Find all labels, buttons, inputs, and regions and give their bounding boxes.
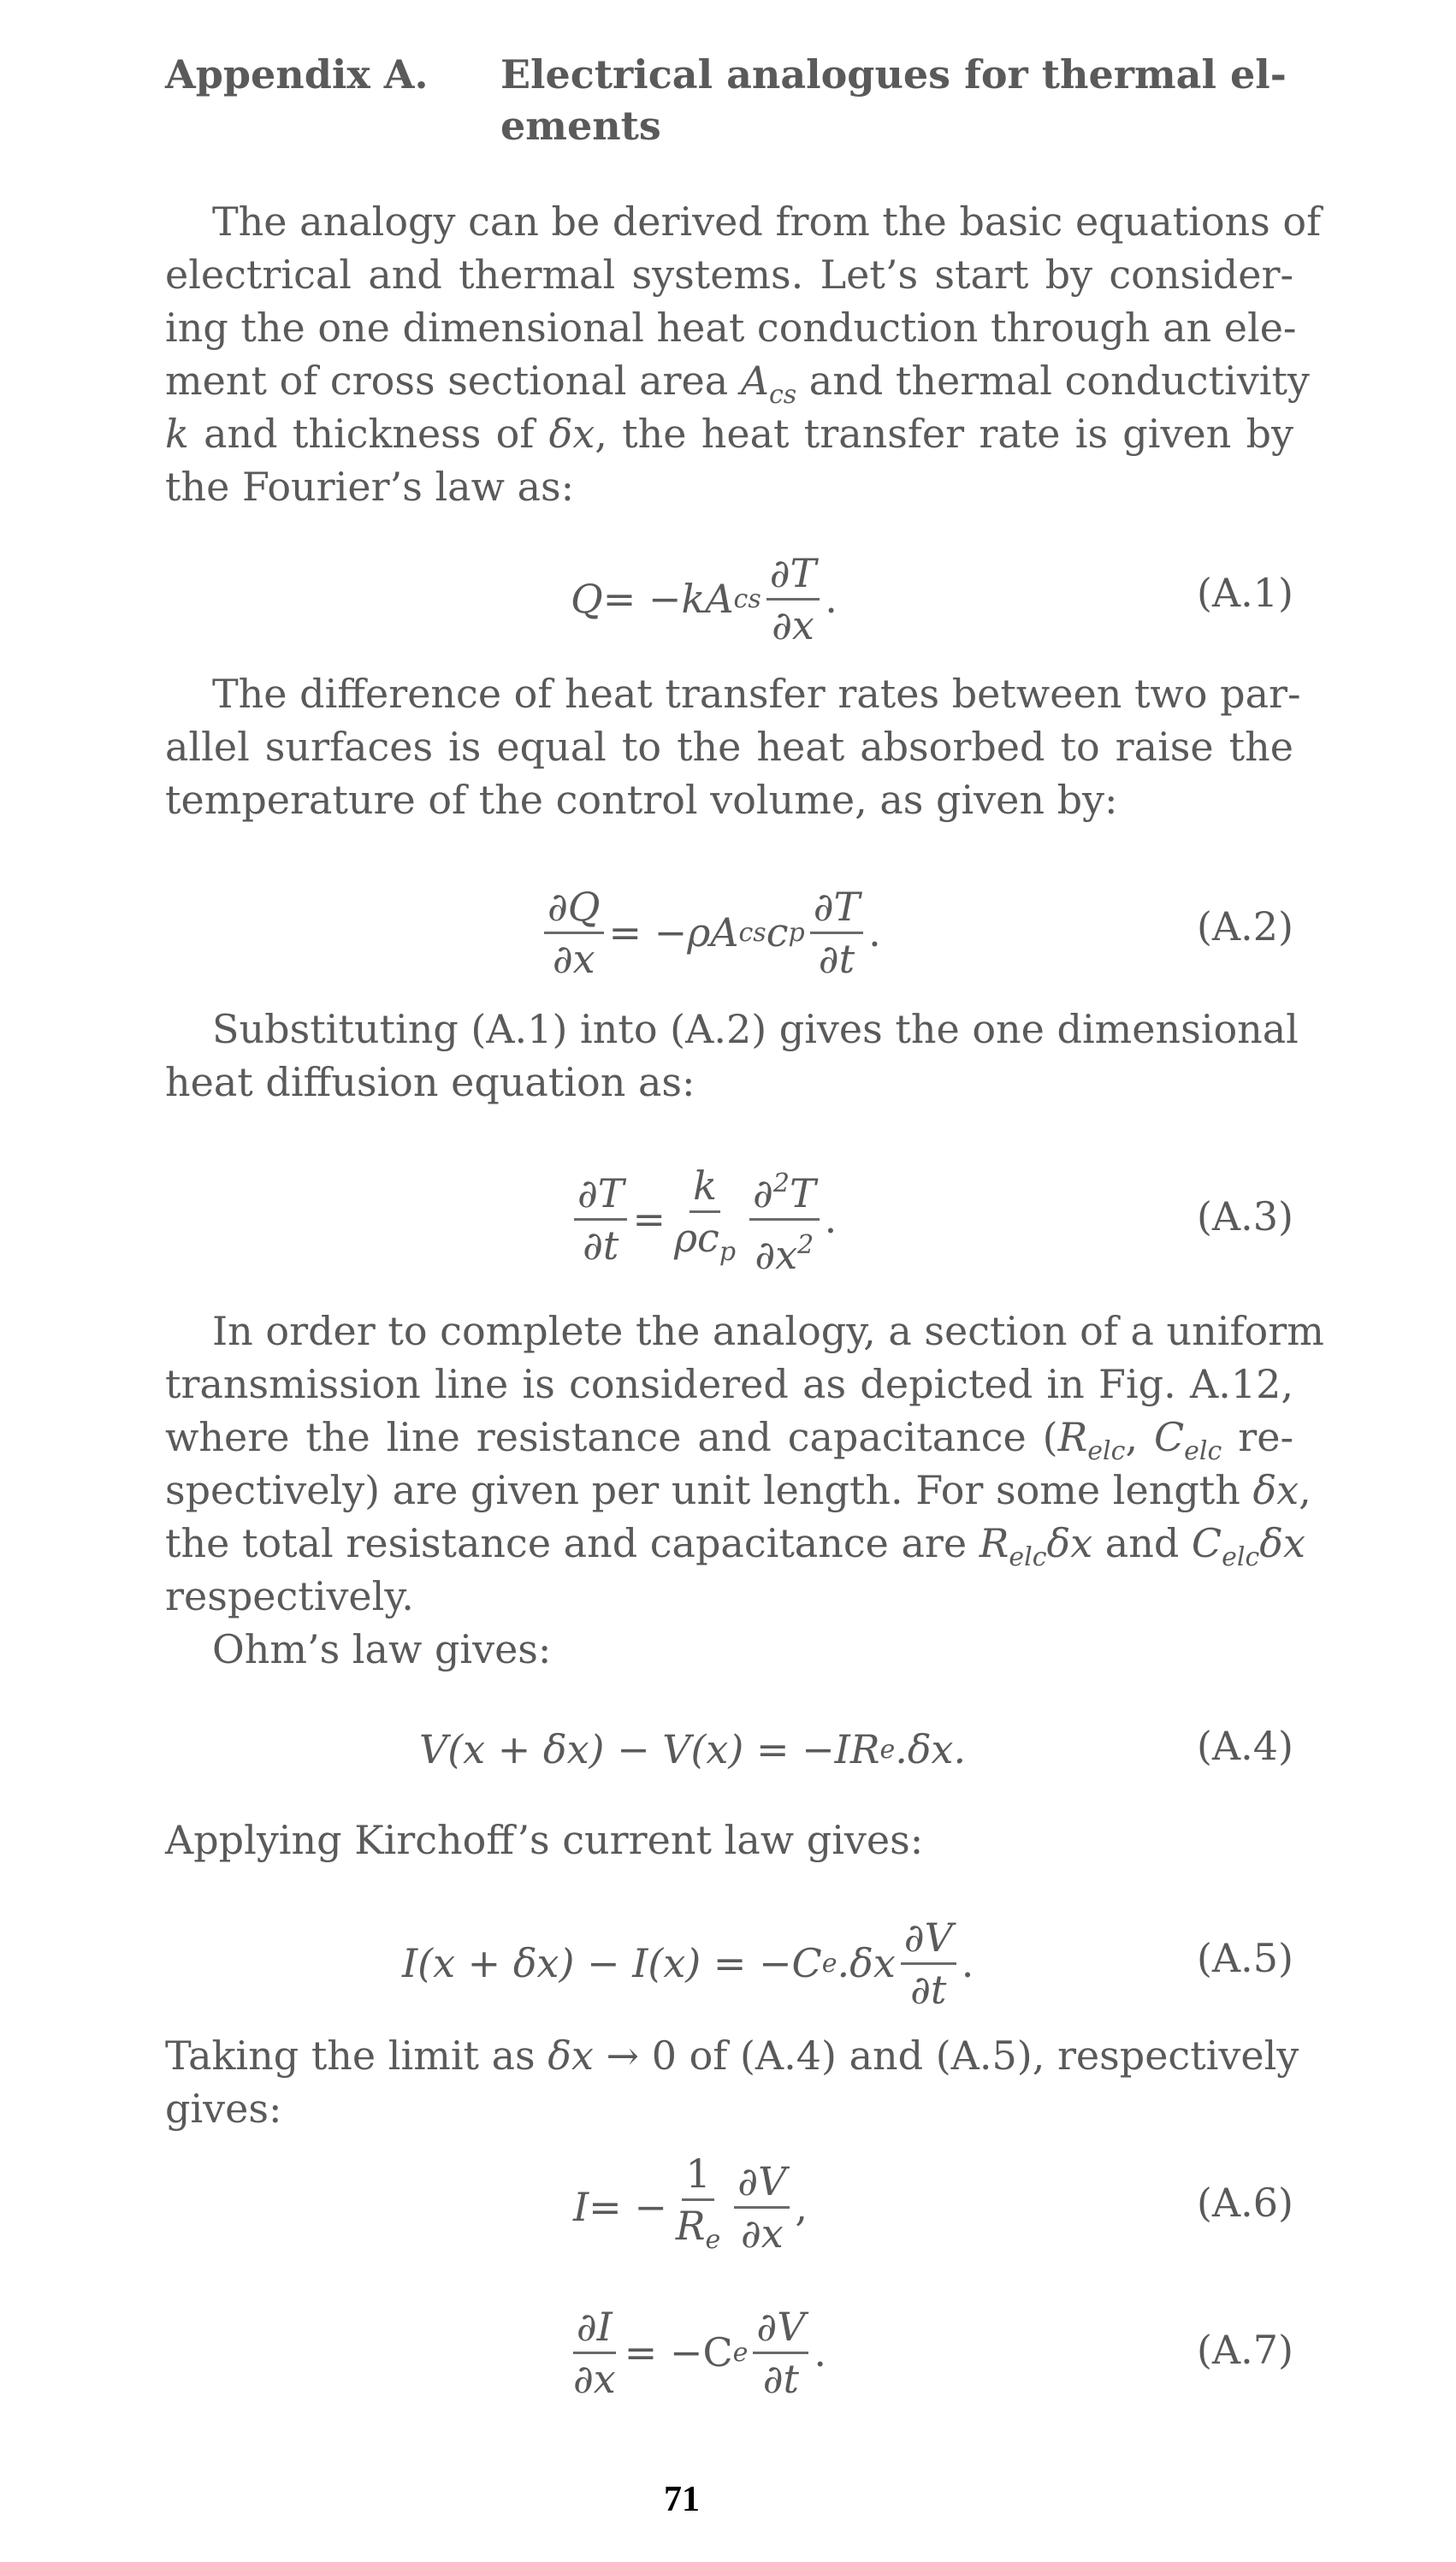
equation-number: (A.5) xyxy=(1196,1935,1293,1981)
numerator: ∂T xyxy=(574,1170,627,1221)
fraction xyxy=(671,1163,739,1275)
paragraph-line: The analogy can be derived from the basic equations of xyxy=(212,198,1322,245)
paragraph-line: allel surfaces is equal to the heat absorbed to raise the xyxy=(165,724,1293,770)
paragraph-line: Substituting (A.1) into (A.2) gives the one dimensional xyxy=(212,1006,1299,1052)
fraction xyxy=(766,550,820,648)
math-subscript: elc xyxy=(1087,1436,1126,1466)
fraction xyxy=(544,884,604,982)
equation-number: (A.6) xyxy=(1196,2180,1293,2226)
eq-expression: .δx xyxy=(837,1940,896,1986)
eq-superscript: 2 xyxy=(797,1229,814,1260)
numerator: ∂V xyxy=(734,2158,790,2209)
numerator: ∂V xyxy=(901,1914,956,1965)
text: re- xyxy=(1222,1414,1293,1460)
paragraph-line: respectively. xyxy=(165,1573,414,1619)
eq-subscript: e xyxy=(732,2337,749,2368)
eq-symbol: ρ xyxy=(687,909,711,956)
equation-a7 xyxy=(565,2301,826,2404)
eq-expression: V(x + δx) − V(x) = −IR xyxy=(419,1726,880,1772)
paragraph-line: ing the one dimensional heat conduction through an ele- xyxy=(165,305,1297,351)
numerator: ∂T xyxy=(766,550,820,601)
fraction xyxy=(672,2151,724,2263)
eq-lhs: I xyxy=(573,2184,589,2230)
math-symbol: δx xyxy=(1046,1520,1093,1566)
math-symbol: R xyxy=(979,1520,1009,1566)
paragraph-line: Ohm’s law gives: xyxy=(212,1626,552,1672)
text: and thermal conductivity xyxy=(796,358,1310,404)
math-symbol: δx xyxy=(547,2032,594,2079)
math-subscript: elc xyxy=(1009,1542,1047,1572)
section-title-line2: ements xyxy=(500,103,661,149)
denominator: ∂t xyxy=(910,1966,947,2013)
denominator: ∂t xyxy=(818,935,855,982)
eq-superscript: 2 xyxy=(772,1168,790,1198)
math-symbol: R xyxy=(1057,1414,1088,1460)
text: the total resistance and capacitance are xyxy=(165,1520,980,1566)
numerator: ∂Q xyxy=(544,884,604,934)
paragraph-line: Applying Kirchoff’s current law gives: xyxy=(165,1817,924,1863)
math-symbol: C xyxy=(1191,1520,1222,1566)
math-symbol: δx xyxy=(1259,1520,1305,1566)
equation-a4 xyxy=(419,1711,966,1788)
math-subscript: elc xyxy=(1222,1542,1260,1572)
paragraph-line: the Fourier’s law as: xyxy=(165,464,575,510)
eq-operator: = xyxy=(632,1196,666,1242)
paragraph-line: transmission line is considered as depicted in Fig. A.12, xyxy=(165,1361,1293,1407)
text: → 0 of (A.4) and (A.5), respectively xyxy=(593,2032,1299,2079)
fraction xyxy=(753,2304,808,2402)
equation-a2 xyxy=(539,881,881,984)
eq-operator: = − xyxy=(602,576,682,622)
equation-number: (A.4) xyxy=(1196,1723,1293,1769)
equation-a1 xyxy=(571,547,837,650)
eq-subscript: cs xyxy=(733,583,761,614)
paragraph-line: gives: xyxy=(165,2086,282,2132)
text: and xyxy=(1092,1520,1192,1566)
eq-operator: = −C xyxy=(624,2329,733,2376)
text: ment of cross sectional area xyxy=(165,358,741,404)
eq-punct: . xyxy=(814,2329,827,2376)
eq-operator: = − xyxy=(589,2184,667,2230)
denominator xyxy=(671,1213,739,1275)
denominator: ∂x xyxy=(573,2355,616,2402)
denominator: ∂x xyxy=(772,601,814,648)
denominator: ∂x xyxy=(552,935,595,982)
eq-punct: . xyxy=(961,1940,974,1986)
eq-symbol: R xyxy=(675,2203,706,2249)
text: , xyxy=(1125,1414,1154,1460)
paragraph-line xyxy=(165,1464,1311,1517)
paragraph-line: temperature of the control volume, as given by: xyxy=(165,777,1118,823)
eq-subscript: e xyxy=(821,1948,837,1979)
paragraph-line: heat diffusion equation as: xyxy=(165,1059,695,1105)
eq-subscript: e xyxy=(705,2225,721,2255)
equation-number: (A.1) xyxy=(1196,570,1293,616)
eq-symbol: ∂ xyxy=(753,1169,773,1216)
text: , the heat transfer rate is given by xyxy=(595,411,1293,457)
fraction xyxy=(901,1914,956,2013)
equation-number: (A.7) xyxy=(1196,2327,1293,2373)
denominator: ∂x xyxy=(740,2210,784,2257)
text: Taking the limit as xyxy=(165,2032,548,2079)
paragraph-line: In order to complete the analogy, a section of a uniform xyxy=(212,1308,1324,1354)
text: , xyxy=(1299,1467,1311,1513)
math-symbol: δx xyxy=(1252,1467,1299,1513)
equation-a6 xyxy=(573,2151,808,2258)
numerator: ∂T xyxy=(810,884,863,934)
eq-symbol: ρc xyxy=(674,1215,719,1261)
eq-expression: I(x + δx) − I(x) = −C xyxy=(402,1940,822,1986)
eq-symbol: T xyxy=(789,1169,816,1216)
numerator: 1 xyxy=(682,2151,713,2201)
eq-lhs: Q xyxy=(571,576,603,622)
numerator: k xyxy=(690,1163,720,1213)
eq-operator: = − xyxy=(608,909,688,956)
text: spectively) are given per unit length. For some length xyxy=(165,1467,1253,1513)
equation-number: (A.2) xyxy=(1196,903,1293,950)
section-title-line1: Electrical analogues for thermal el- xyxy=(500,51,1287,98)
numerator: ∂I xyxy=(573,2304,616,2354)
numerator: ∂V xyxy=(753,2304,808,2354)
appendix-label: Appendix A. xyxy=(165,51,429,98)
eq-subscript: p xyxy=(719,1237,737,1267)
equation-a5 xyxy=(402,1912,974,2015)
eq-subscript: p xyxy=(788,917,805,948)
fraction xyxy=(734,2158,790,2257)
math-symbol: δx xyxy=(548,411,595,457)
denominator xyxy=(672,2201,724,2263)
text: and thickness of xyxy=(188,411,549,457)
math-symbol: C xyxy=(1153,1414,1185,1460)
paragraph-line xyxy=(165,407,1293,460)
denominator xyxy=(751,1221,817,1278)
math-subscript: cs xyxy=(768,380,797,410)
eq-subscript: cs xyxy=(738,917,766,948)
eq-symbol: ∂x xyxy=(755,1231,798,1278)
denominator: ∂t xyxy=(583,1222,619,1269)
paragraph-line: electrical and thermal systems. Let’s start by consider- xyxy=(165,251,1293,298)
page-number: 71 xyxy=(664,2480,700,2519)
eq-subscript: e xyxy=(879,1734,896,1765)
fraction xyxy=(810,884,863,982)
eq-punct: .δx. xyxy=(895,1726,967,1772)
paragraph-line xyxy=(165,2029,1299,2082)
denominator: ∂t xyxy=(762,2355,800,2402)
text: where the line resistance and capacitance ( xyxy=(165,1414,1058,1460)
math-symbol: A xyxy=(740,358,769,404)
math-symbol: k xyxy=(165,411,189,457)
eq-symbol: A xyxy=(705,576,734,622)
eq-symbol: A xyxy=(710,909,739,956)
numerator xyxy=(749,1161,820,1221)
eq-punct: . xyxy=(825,576,837,622)
fraction xyxy=(574,1170,627,1269)
equation-a3 xyxy=(569,1163,837,1278)
math-subscript: elc xyxy=(1184,1436,1222,1466)
eq-symbol: c xyxy=(766,909,789,956)
equation-number: (A.3) xyxy=(1196,1193,1293,1240)
paragraph-line: The difference of heat transfer rates between two par- xyxy=(212,671,1301,717)
eq-punct: . xyxy=(868,909,881,956)
eq-punct: , xyxy=(795,2184,808,2230)
eq-symbol: k xyxy=(681,576,706,622)
fraction xyxy=(749,1161,820,1278)
eq-punct: . xyxy=(824,1196,837,1242)
fraction xyxy=(570,2304,619,2402)
